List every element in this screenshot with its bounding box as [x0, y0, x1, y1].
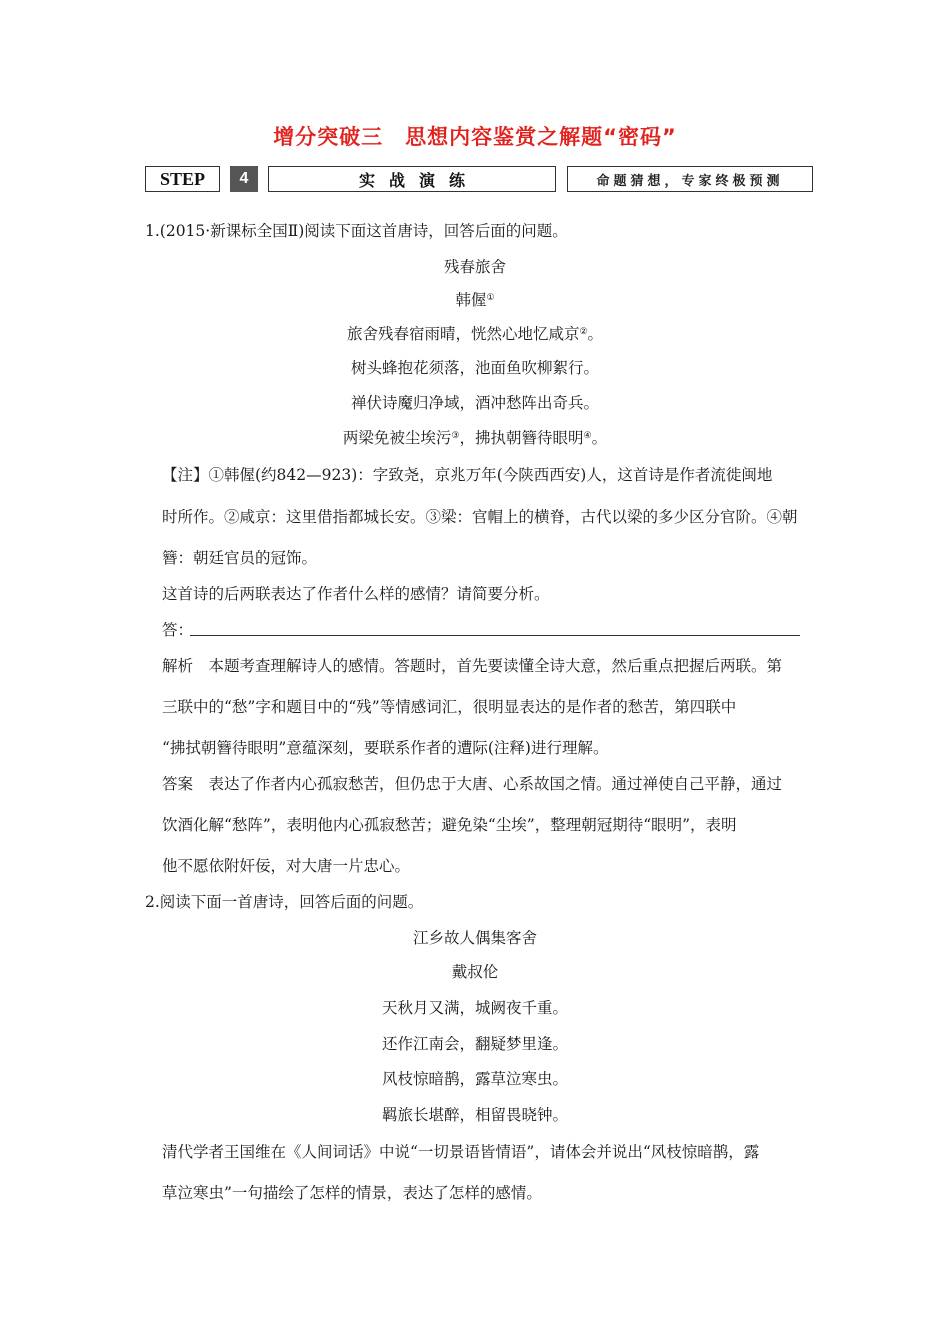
answer-key-text: 答案 表达了作者内心孤寂愁苦，但仍忠于大唐、心系故国之情。通过禅使自己平静，通过 — [162, 775, 783, 793]
answer-label: 答： — [162, 621, 194, 639]
analysis-text: “拂拭朝簪待眼明”意蕴深刻，要联系作者的遭际(注释)进行理解。 — [162, 739, 609, 757]
analysis-text: 解析 本题考查理解诗人的感情。答题时，首先要读懂全诗大意，然后重点把握后两联。第 — [162, 657, 783, 675]
poem-1-note: 簪：朝廷官员的冠饰。 — [162, 549, 318, 567]
poem-2-author: 戴叔伦 — [451, 963, 499, 981]
step-title: 实战演练 — [268, 166, 556, 192]
poem-2-line: 还作江南会，翻疑梦里逢。 — [381, 1035, 568, 1053]
step-label: STEP — [145, 166, 220, 192]
poem-1-line: 树头蜂抱花须落，池面鱼吹柳絮行。 — [350, 359, 599, 377]
poem-2-line: 羁旅长堪醉，相留畏晓钟。 — [381, 1106, 568, 1124]
question-2-prompt: 2.阅读下面一首唐诗，回答后面的问题。 — [145, 893, 424, 911]
question-1-prompt: 1.(2015·新课标全国Ⅱ)阅读下面这首唐诗，回答后面的问题。 — [145, 222, 568, 240]
poem-2-line: 风枝惊暗鹊，露草泣寒虫。 — [381, 1070, 568, 1088]
poem-1-line: 两梁免被尘埃污③，拂执朝簪待眼明④。 — [342, 429, 608, 447]
analysis-text: 三联中的“愁”字和题目中的“残”等情感词汇，很明显表达的是作者的愁苦，第四联中 — [162, 698, 737, 716]
step-number: 4 — [230, 166, 258, 192]
question-2-text: 草泣寒虫”一句描绘了怎样的情景，表达了怎样的感情。 — [162, 1184, 542, 1202]
question-2-text: 清代学者王国维在《人间词话》中说“一切景语皆情语”，请体会并说出“风枝惊暗鹊，露 — [162, 1143, 760, 1161]
poem-1-title: 残春旅舍 — [443, 258, 506, 276]
page-title: 增分突破三 思想内容鉴赏之解题“密码” — [273, 125, 677, 149]
poem-1-author: 韩偓① — [455, 291, 495, 309]
poem-1-note: 时所作。②咸京：这里借指都城长安。③梁：官帽上的横脊，古代以梁的多少区分官阶。④朝 — [162, 508, 798, 526]
answer-key-text: 饮酒化解“愁阵”，表明他内心孤寂愁苦；避免染“尘埃”，整理朝冠期待“眼明”，表明 — [162, 816, 737, 834]
poem-1-line: 禅伏诗魔归净域，酒冲愁阵出奇兵。 — [350, 394, 599, 412]
answer-key-text: 他不愿依附奸佞，对大唐一片忠心。 — [162, 857, 411, 875]
poem-1-note: 【注】①韩偓(约842—923)：字致尧，京兆万年(今陕西西安)人，这首诗是作者流徙闽地 — [162, 466, 773, 484]
question-1-text: 这首诗的后两联表达了作者什么样的感情？请简要分析。 — [162, 585, 550, 603]
answer-blank-line[interactable] — [190, 635, 800, 636]
poem-2-line: 天秋月又满，城阙夜千重。 — [381, 999, 568, 1017]
step-note: 命题猜想，专家终极预测 — [567, 166, 813, 192]
poem-1-line: 旅舍残春宿雨晴，恍然心地忆咸京②。 — [346, 325, 604, 343]
step-banner — [145, 166, 813, 194]
poem-2-title: 江乡故人偶集客舍 — [412, 929, 537, 947]
